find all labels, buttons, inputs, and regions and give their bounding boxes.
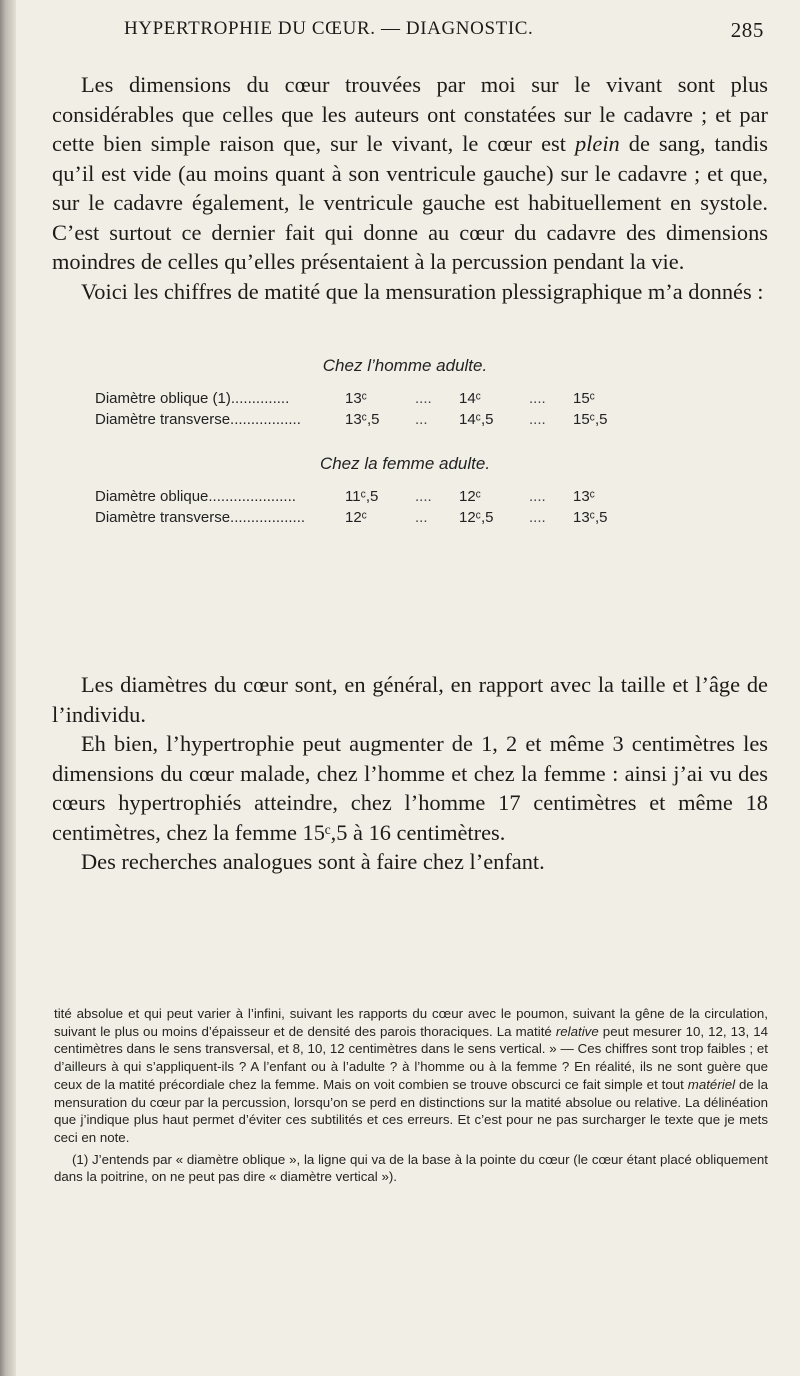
table-row: Diamètre oblique (1).............. 13ᶜ .... 14ᶜ .... 15ᶜ (95, 390, 595, 407)
footnotes (54, 1005, 768, 1186)
running-header (124, 18, 764, 48)
book-binding-shadow (0, 0, 16, 1376)
page-number: 285 (730, 18, 764, 42)
main-text-bottom (52, 670, 768, 877)
paragraph-hypertrophy: Eh bien, l’hypertrophie peut augmenter de 1, 2 et même 3 centimètres les dimensions du cœur malade, chez l’homme et chez la femme : ainsi j’ai vu des cœurs hypertrophiés atteindre, chez l’homme 17 centimètres et même 18 centimètres, chez la femme 15ᶜ,5 à 16 centimètres. (52, 731, 768, 845)
measurement-tables (95, 356, 735, 548)
table-row: Diamètre oblique..................... 11ᶜ,5 .... 12ᶜ .... 13ᶜ (95, 488, 595, 505)
table-row: Diamètre transverse................. 13ᶜ,5 ... 14ᶜ,5 .... 15ᶜ,5 (95, 411, 608, 428)
table-femme (95, 454, 735, 530)
footnote-1: (1) J’entends par « diamètre oblique », la ligne qui va de la base à la pointe du cœur (le cœur étant placé obliquement dans la poitrine, on ne peut pas dire « diamètre vertical »). (54, 1151, 768, 1185)
emphasis-plein: plein (574, 131, 620, 156)
paragraph-dimensions: Les dimensions du cœur trouvées par moi sur le vivant sont plus considérables que celles que les auteurs ont constatées sur le cadavre ; et par cette bien simple raison que, sur le vivant, le cœur est plein de sang, tandis qu’il est vide (au moins quant à son ventricule gauche) sur le cadavre ; et que, sur le cadavre également, le ventricule gauche est habituellement en systole. C’est surtout ce dernier fait qui donne au cœur du cadavre des dimensions moindres de celles qu’elles présentaient à la percussion pendant la vie. (52, 72, 768, 274)
paragraph-diameters: Les diamètres du cœur sont, en général, en rapport avec la taille et l’âge de l’individu. (52, 672, 768, 727)
table-title: Chez la femme adulte. (319, 454, 491, 473)
paragraph-children: Des recherches analogues sont à faire chez l’enfant. (81, 849, 545, 874)
paragraph-intro-figures: Voici les chiffres de matité que la mensuration plessigraphique m’a donnés : (81, 278, 764, 304)
running-title: HYPERTROPHIE DU CŒUR. — DIAGNOSTIC. (124, 18, 534, 39)
table-title: Chez l’homme adulte. (322, 356, 488, 375)
table-row: Diamètre transverse.................. 12ᶜ ... 12ᶜ,5 .... 13ᶜ,5 (95, 509, 608, 526)
footnote-continuation: tité absolue et qui peut varier à l’infini, suivant les rapports du cœur avec le poumon, suivant la gêne de la circulation, suivant le plus ou moins d’épaisseur et de densité des parois thoraciques. La matité relative peut mesurer 10, 12, 13, 14 centimètres dans le sens transversal, et 8, 10, 12 centimètres dans le sens vertical. » — Ces chiffres sont trop faibles ; et d’ailleurs à qui s’appliquent-ils ? A l’enfant ou à l’adulte ? à l’homme ou à la femme ? En réalité, ils ne sont guère que ceux de la matité précordiale chez la femme. Mais on voit combien se trouve obscurci ce fait simple et tout matériel de la mensuration du cœur par la percussion, lorsqu’on se perd en distinctions sur la matité absolue ou relative. La délinéation que j’indique plus haut permet d’éviter ces subtilités et ces erreurs. Et c’est pour ne pas surcharger le texte que je mets ceci en note. (54, 1006, 768, 1145)
table-homme (95, 356, 735, 432)
main-text-top (52, 70, 768, 306)
